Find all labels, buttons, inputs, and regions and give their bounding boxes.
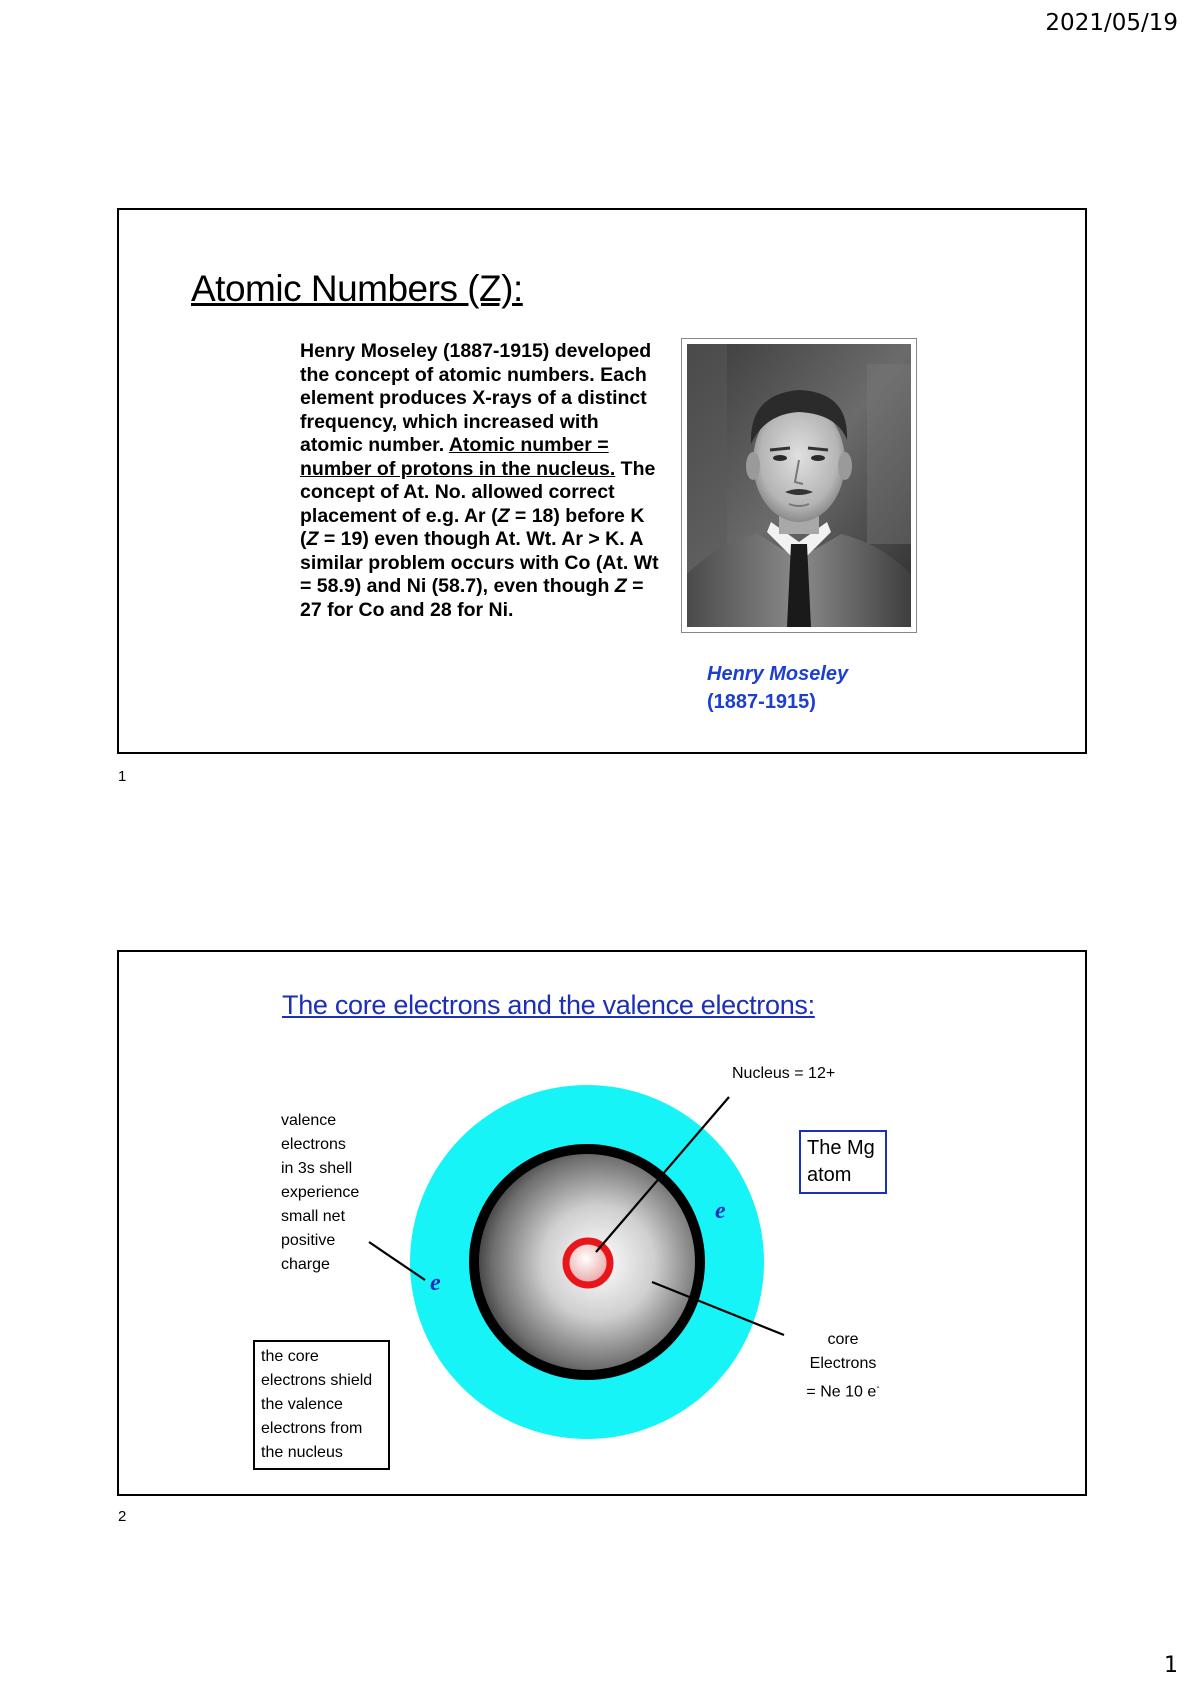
- slide-1-body: [300, 340, 666, 622]
- slide-1-number: 1: [118, 768, 127, 785]
- body-definition: Atomic number = number of protons in the nucleus.: [300, 434, 616, 480]
- valence-line: charge: [281, 1256, 330, 1273]
- slide-2-number: 2: [118, 1508, 127, 1525]
- valence-line: in 3s shell: [281, 1160, 353, 1177]
- charge-superscript: -: [876, 1382, 880, 1393]
- body-intro: Henry Moseley (1887-1915) developed the concept of atomic numbers. Each element produces X-rays of a distinct frequency, which increased with atomic number.: [300, 340, 652, 456]
- photo-caption: [707, 660, 848, 716]
- valence-line: electrons: [281, 1136, 346, 1153]
- portrait-image: [687, 344, 911, 627]
- moseley-portrait: [681, 338, 917, 633]
- core-electrons-label: [797, 1328, 889, 1404]
- shield-line: the nucleus: [261, 1444, 343, 1461]
- shield-line: electrons from: [261, 1420, 363, 1437]
- z-symbol: Z: [306, 528, 319, 550]
- valence-line: experience: [281, 1184, 360, 1201]
- body-text: = 18) before K (: [300, 504, 645, 550]
- core-label-line: Electrons: [809, 1355, 877, 1372]
- shield-line: the valence: [261, 1396, 343, 1413]
- mg-box-line: The Mg: [807, 1137, 875, 1159]
- nucleus: [566, 1241, 610, 1285]
- slide-2: [117, 950, 1087, 1496]
- shield-line: electrons shield: [261, 1372, 373, 1389]
- slide-1: [117, 208, 1087, 754]
- valence-line: valence: [281, 1112, 337, 1129]
- valence-line: positive: [281, 1232, 336, 1249]
- mg-atom-box: [799, 1130, 887, 1194]
- slide-2-title: The core electrons and the valence electrons:: [282, 990, 815, 1020]
- valence-label: [281, 1109, 391, 1277]
- z-symbol: Z: [497, 504, 510, 527]
- valence-electron-symbol: e: [715, 1198, 726, 1224]
- nucleus-label: Nucleus = 12+: [732, 1065, 836, 1082]
- body-text: = 19) even though At. Wt. Ar > K. A similar problem occurs with Co (At. Wt = 58.9) and Ni (58.7), even though: [300, 528, 659, 597]
- z-symbol: Z: [614, 575, 627, 597]
- core-label-line: [797, 1376, 889, 1404]
- body-text: = 27 for Co and 28 for Ni.: [300, 575, 644, 621]
- core-label-text: = Ne 10 e: [806, 1383, 877, 1401]
- core-label-line: core: [827, 1331, 859, 1348]
- valence-electron-symbol: e: [430, 1270, 441, 1296]
- caption-years: (1887-1915): [707, 691, 816, 713]
- slide-1-title: Atomic Numbers (Z):: [191, 268, 523, 309]
- valence-line: small net: [281, 1208, 346, 1225]
- caption-name: Henry Moseley: [707, 663, 849, 685]
- shield-note-box: [253, 1340, 390, 1470]
- header-date: 2021/05/19: [1045, 10, 1178, 36]
- mg-box-line: atom: [807, 1164, 852, 1186]
- page-number: 1: [1164, 1653, 1178, 1678]
- shield-line: the core: [261, 1348, 319, 1365]
- body-text: The concept of At. No. allowed correct placement of e.g. Ar (: [300, 457, 656, 527]
